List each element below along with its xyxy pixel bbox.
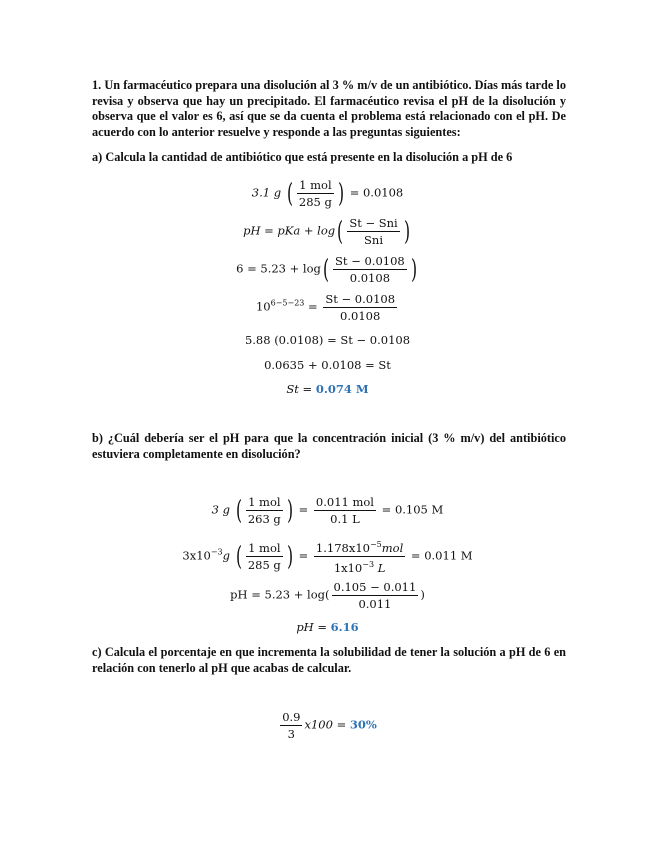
part-b-equation-2: $3x10^{-3}g$ ( $\frac{\text{1 mol}}{285 g}$ ) = $\frac{1.178x10^{-5}mol}{1x10^{-3} L}$ = 0.011 M (182, 540, 473, 575)
fraction: $\frac{0.105 - 0.011}{0.011}$ (333, 580, 417, 611)
part-a-question: a) Calcula la cantidad de antibiótico que está presente en la disolución a pH de 6 (92, 150, 513, 164)
part-a-equation-3: 6 = 5.23 + log( $\frac{St - 0.0108}{0.0108}$ ) (236, 254, 417, 285)
fraction: $\frac{\text{0.011 mol}}{0.1 L}$ (315, 495, 374, 526)
part-a-equation-6: 0.0635 + 0.0108 = St (264, 358, 391, 372)
part-b-equation-3: pH = 5.23 + log( $\frac{0.105 - 0.011}{0.011}$ ) (230, 580, 425, 611)
part-b-result: 6.16 (330, 620, 359, 634)
part-b-question: b) ¿Cuál debería ser el pH para que la concentración inicial (3 % m/v) del antibiótico estuviera completamente en disolución? (92, 431, 566, 461)
part-c-question: c) Calcula el porcentaje en que incrementa la solubilidad de tener la solución a pH de 6 en relación con tenerlo al pH que acabas de calcular. (92, 645, 566, 675)
part-a-equation-4: $10^{6-5-23}$ = $\frac{St - 0.0108}{0.0108}$ (255, 292, 396, 323)
part-c-result: 30% (349, 717, 377, 732)
fraction: $\frac{\text{1 mol}}{263 g}$ (247, 495, 281, 526)
part-c-equation-1: $\frac{0.9}{3}$ x100 = 30% (282, 710, 377, 741)
fraction: $\frac{1.178x10^{-5}mol}{1x10^{-3} L}$ (315, 540, 404, 575)
part-a-equation-7: St = 0.074 M (286, 382, 369, 396)
part-a-equation-5: 5.88 (0.0108) = St − 0.0108 (244, 333, 411, 347)
fraction: $\frac{0.9}{3}$ (282, 710, 301, 741)
fraction: $\frac{St - 0.0108}{0.0108}$ (335, 254, 405, 285)
problem-intro: 1. Un farmacéutico prepara una disolución al 3 % m/v de un antibiótico. Días más tarde lo revisa y observa que hay un precipitado. El farmacéutico revisa el pH de la disolución y observa que el valor es 6, así que se da cuenta el problema está relacionado con el pH. De acuerdo con lo anterior resuelve y responde a las preguntas siguientes: (92, 78, 566, 139)
part-a-result: 0.074 M (315, 382, 369, 396)
fraction: $\frac{\text{St − Sni}}{\text{Sni}}$ (349, 216, 398, 247)
part-a-equation-1: 3.1 g ( $\frac{\text{1 mol}}{285 g}$ ) = 0.0108 (251, 178, 404, 209)
fraction: $\frac{\text{1 mol}}{285 g}$ (298, 178, 332, 209)
fraction: $\frac{\text{1 mol}}{285 g}$ (247, 541, 281, 572)
part-a-equation-2: pH = pKa + log( $\frac{\text{St − Sni}}{\text{Sni}}$ ) (243, 216, 410, 247)
part-b-equation-1: 3 g ( $\frac{\text{1 mol}}{263 g}$ ) = $\frac{\text{0.011 mol}}{0.1 L}$ = 0.105 M (211, 495, 444, 526)
fraction: $\frac{St - 0.0108}{0.0108}$ (325, 292, 396, 323)
part-b-equation-4: pH = 6.16 (296, 620, 359, 634)
